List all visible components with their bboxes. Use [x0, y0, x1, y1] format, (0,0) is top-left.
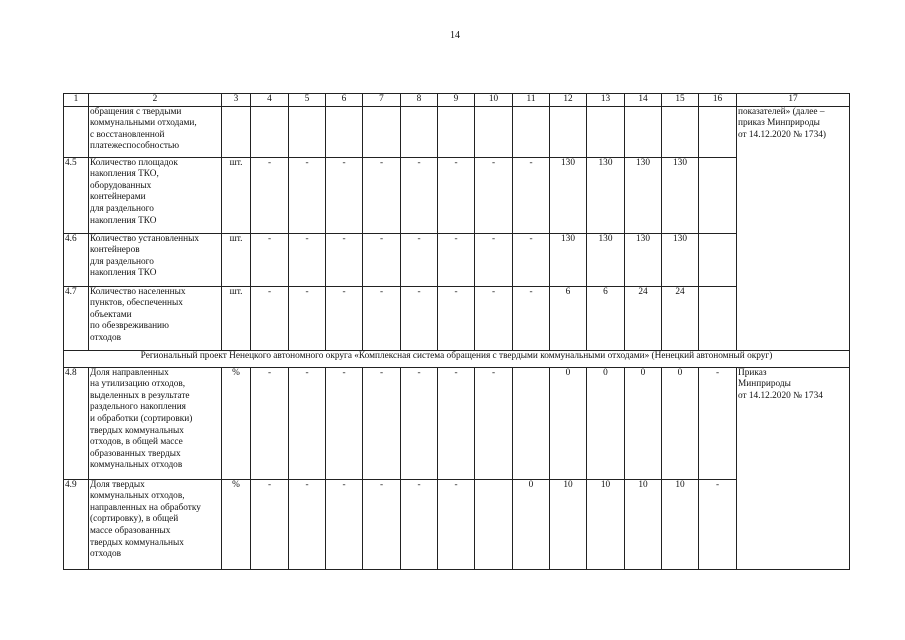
value-cell: - — [475, 157, 513, 233]
indicator-name: Количество населенных пунктов, обеспеченных объектами по обезвреживанию отходов — [89, 286, 222, 350]
value-cell: - — [401, 286, 438, 350]
value-cell: 6 — [550, 286, 587, 350]
col-header: 9 — [438, 94, 475, 107]
value-cell: 0 — [625, 367, 662, 479]
value-cell: 0 — [550, 367, 587, 479]
value-cell: - — [438, 479, 475, 569]
unit-cell: шт. — [222, 286, 251, 350]
value-cell: - — [401, 479, 438, 569]
value-cell: - — [513, 233, 550, 286]
col-header: 12 — [550, 94, 587, 107]
value-cell — [587, 106, 625, 157]
value-cell: - — [326, 157, 363, 233]
value-cell: - — [475, 233, 513, 286]
value-cell — [251, 106, 289, 157]
value-cell — [363, 106, 401, 157]
col-header: 13 — [587, 94, 625, 107]
value-cell: 130 — [625, 233, 662, 286]
col-header: 17 — [737, 94, 850, 107]
section-row — [64, 350, 850, 367]
value-cell: - — [699, 367, 737, 479]
value-cell: - — [363, 286, 401, 350]
value-cell: 0 — [662, 367, 699, 479]
value-cell — [513, 106, 550, 157]
unit-cell — [222, 106, 251, 157]
value-cell — [699, 106, 737, 157]
value-cell: - — [251, 286, 289, 350]
value-cell: 130 — [662, 157, 699, 233]
row-number — [64, 106, 89, 157]
value-cell: 130 — [550, 233, 587, 286]
value-cell: - — [289, 286, 326, 350]
basis-note: Приказ Минприроды от 14.12.2020 № 1734 — [737, 367, 850, 569]
col-header: 6 — [326, 94, 363, 107]
value-cell: - — [251, 157, 289, 233]
value-cell — [401, 106, 438, 157]
indicator-name: Доля направленных на утилизацию отходов, выделенных в результате раздельного накопления и обработки (сортировки) твердых коммунальных отходов, в общей массе образованных твердых коммунальных отходов — [89, 367, 222, 479]
value-cell — [662, 106, 699, 157]
value-cell — [699, 286, 737, 350]
value-cell — [513, 367, 550, 479]
value-cell: - — [438, 367, 475, 479]
value-cell: 130 — [587, 157, 625, 233]
col-header: 1 — [64, 94, 89, 107]
value-cell: 10 — [587, 479, 625, 569]
col-header: 14 — [625, 94, 662, 107]
indicator-table — [63, 93, 850, 570]
value-cell: - — [438, 157, 475, 233]
row-number: 4.9 — [64, 479, 89, 569]
value-cell — [475, 106, 513, 157]
col-header: 2 — [89, 94, 222, 107]
col-header: 15 — [662, 94, 699, 107]
value-cell: 10 — [550, 479, 587, 569]
value-cell: 130 — [587, 233, 625, 286]
value-cell: - — [363, 479, 401, 569]
table-row — [64, 367, 850, 479]
value-cell: - — [289, 479, 326, 569]
row-number: 4.7 — [64, 286, 89, 350]
value-cell: 24 — [625, 286, 662, 350]
unit-cell: шт. — [222, 157, 251, 233]
value-cell: - — [326, 367, 363, 479]
value-cell: - — [438, 286, 475, 350]
value-cell — [438, 106, 475, 157]
value-cell: - — [438, 233, 475, 286]
table-row — [64, 106, 850, 157]
value-cell — [326, 106, 363, 157]
value-cell: 130 — [550, 157, 587, 233]
value-cell: 0 — [587, 367, 625, 479]
value-cell: 130 — [662, 233, 699, 286]
value-cell: - — [699, 479, 737, 569]
value-cell: 24 — [662, 286, 699, 350]
value-cell: - — [475, 367, 513, 479]
col-header: 7 — [363, 94, 401, 107]
value-cell — [699, 157, 737, 233]
value-cell: - — [401, 367, 438, 479]
value-cell: - — [513, 286, 550, 350]
section-title: Региональный проект Ненецкого автономного округа «Комплексная система обращения с твердыми коммунальными отходами» (Ненецкий автономный округ) — [64, 350, 850, 367]
value-cell — [289, 106, 326, 157]
value-cell: - — [513, 157, 550, 233]
col-header: 4 — [251, 94, 289, 107]
value-cell: - — [326, 286, 363, 350]
value-cell: - — [363, 233, 401, 286]
unit-cell: шт. — [222, 233, 251, 286]
col-header: 16 — [699, 94, 737, 107]
value-cell: - — [251, 233, 289, 286]
table-row — [64, 157, 850, 233]
value-cell — [475, 479, 513, 569]
basis-note: показателей» (далее – приказ Минприроды от 14.12.2020 № 1734) — [737, 106, 850, 350]
value-cell: 0 — [513, 479, 550, 569]
table-row — [64, 479, 850, 569]
indicator-name: Количество установленных контейнеров для раздельного накопления ТКО — [89, 233, 222, 286]
value-cell: - — [363, 367, 401, 479]
value-cell: - — [251, 479, 289, 569]
row-number: 4.5 — [64, 157, 89, 233]
value-cell: - — [401, 157, 438, 233]
header-row — [64, 94, 850, 107]
col-header: 8 — [401, 94, 438, 107]
value-cell: - — [289, 367, 326, 479]
value-cell — [699, 233, 737, 286]
value-cell: - — [401, 233, 438, 286]
indicator-name: Количество площадок накопления ТКО, оборудованных контейнерами для раздельного накопления ТКО — [89, 157, 222, 233]
value-cell: 10 — [662, 479, 699, 569]
value-cell — [550, 106, 587, 157]
row-number: 4.8 — [64, 367, 89, 479]
page-number: 14 — [450, 30, 460, 41]
row-number: 4.6 — [64, 233, 89, 286]
value-cell: - — [251, 367, 289, 479]
value-cell: - — [326, 479, 363, 569]
col-header: 5 — [289, 94, 326, 107]
value-cell: - — [475, 286, 513, 350]
unit-cell: % — [222, 367, 251, 479]
col-header: 10 — [475, 94, 513, 107]
value-cell: 10 — [625, 479, 662, 569]
col-header: 11 — [513, 94, 550, 107]
unit-cell: % — [222, 479, 251, 569]
indicator-name: обращения с твердыми коммунальными отходами, с восстановленной платежеспособностью — [89, 106, 222, 157]
value-cell: - — [326, 233, 363, 286]
value-cell: - — [363, 157, 401, 233]
col-header: 3 — [222, 94, 251, 107]
value-cell: - — [289, 233, 326, 286]
value-cell: 130 — [625, 157, 662, 233]
indicator-name: Доля твердых коммунальных отходов, направленных на обработку (сортировку), в общей массе образованных твердых коммунальных отходов — [89, 479, 222, 569]
value-cell — [625, 106, 662, 157]
value-cell: - — [289, 157, 326, 233]
table-row — [64, 286, 850, 350]
value-cell: 6 — [587, 286, 625, 350]
table-row — [64, 233, 850, 286]
